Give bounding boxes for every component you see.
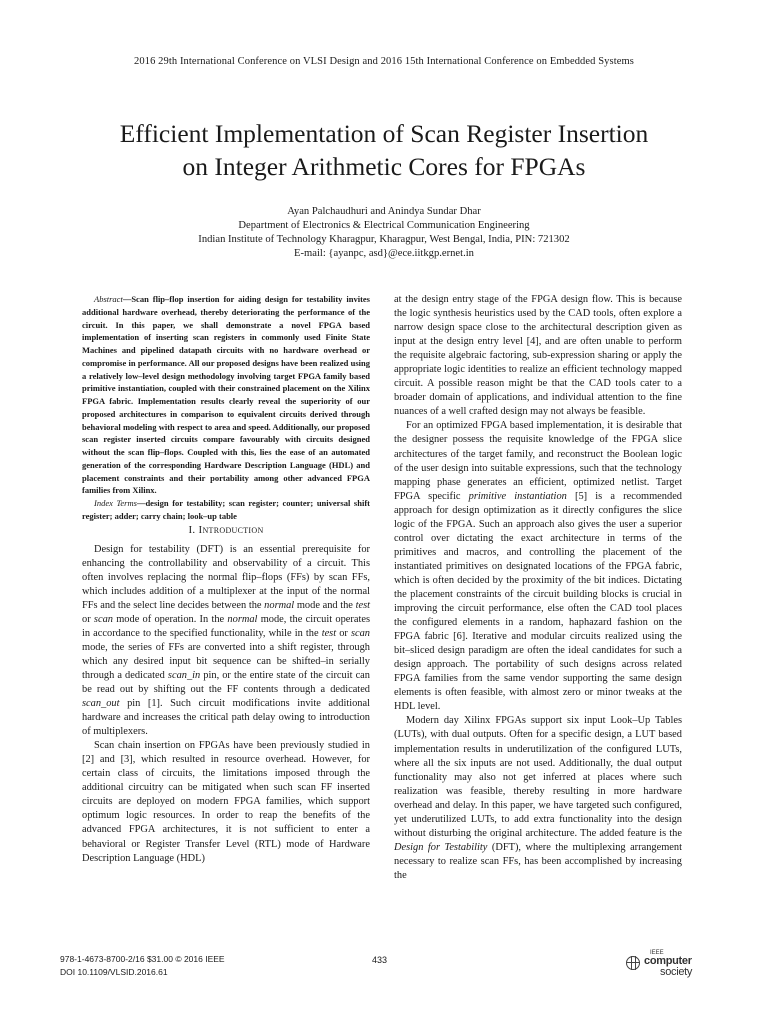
author-institute: Indian Institute of Technology Kharagpur, Kharagpur, West Bengal, India, PIN: 721302 — [198, 234, 570, 245]
section-heading: I. Introduction — [188, 523, 264, 536]
abstract — [82, 293, 370, 497]
abstract-text: —Scan flip–flop insertion for aiding design for testability invites additional hardware overhead, thereby deteriorating the performance of the circuit. In this paper, we shall demonstrate a novel FPGA based implementation of inserting scan registers in commonly used Finite State Machines and pipelined datapath circuits with no hardware overhead or compromise in performance. All our proposed designs have been realized using a relatively low–level design methodology involving target FPGA family based primitive instantiation, coupled with their constrained placement on the Xilinx FPGA fabric. Implementation results clearly reveal the superiority of our proposed architectures in comparison to equivalent circuits derived through behavioral modeling with respect to area and speed. Additionally, our proposed scan register inserted circuits compare favourably with circuits designed without the scan flip–flops. Coupled with this, lies the ease of an automated generation of the corresponding Hardware Description Language (HDL) and placement constraints and their portability among other advanced FPGA families from Xilinx. — [82, 294, 370, 496]
index-terms-label: Index Terms — [94, 498, 137, 508]
logo-ieee-text: IEEE — [650, 950, 664, 956]
intro-paragraph-1: Design for testability (DFT) is an essential prerequisite for enhancing the controllability and observability of a circuit. This often involves replacing the normal flip–flops (FFs) by scan FFs, which includes addition of a multiplexer at the input of the normal FFs and the select line decides between the normal mode and the test or scan mode of operation. In the normal mode, the circuit operates in accordance to the specified functionality, while in the test or scan mode, the series of FFs are converted into a shift register, through which any desired input bit sequence can be shifted–in serially through a dedicated scan_in pin, or the entire state of the circuit can be read out by shifting out the FF contents through a dedicated scan_out pin [1]. Such circuit modifications invite additional hardware and increases the critical path delay owing to introduction of multiplexers. — [82, 543, 371, 738]
intro-paragraph-2: Scan chain insertion on FPGAs have been previously studied in [2] and [3], which resulted in resource overhead. However, for certain class of circuits, the limitations imposed through the additional circuitry can be mitigated when such scan FF inserted circuits are deployed on modern FPGA families, which support optimum logic resources. In order to reap the benefits of the advanced FPGA architectures, it is not sufficient to enter a behavioral or Register Transfer Level (RTL) mode of Hardware Description Language (HDL) — [82, 740, 370, 864]
title-line-2: on Integer Arithmetic Cores for FPGAs — [182, 152, 586, 181]
footer-doi: DOI 10.1109/VLSID.2016.61 — [60, 967, 168, 977]
footer-isbn: 978-1-4673-8700-2/16 $31.00 © 2016 IEEE — [60, 954, 225, 964]
conference-header: 2016 29th International Conference on VLSI Design and 2016 15th International Conference on Embedded Systems — [134, 56, 634, 67]
logo-line-2: society — [660, 966, 693, 978]
intro-paragraph-3: at the design entry stage of the FPGA design flow. This is because the logic synthesis heuristics used by the CAD tools, often explore a narrow design space close to the architectural description given as input at the design entry level [4], and are often unable to perform the requisite algebraic factoring, sub-expression sharing or apply the appropriate logic identities to realize an efficient technology mapped circuit. A possible reason might be that the CAD tools cater to a broader domain of applications, and individual attention to the fine nuances of a well crafted design may not always be feasible. — [394, 294, 682, 418]
author-email: E-mail: {ayanpc, asd}@ece.iitkgp.ernet.in — [294, 248, 474, 259]
author-block — [60, 205, 708, 261]
abstract-label: Abstract — [94, 294, 123, 304]
footer-identifiers — [60, 953, 225, 979]
ieee-computer-society-logo — [624, 950, 704, 982]
left-column — [82, 293, 370, 866]
globe-icon — [626, 956, 640, 970]
intro-paragraph-4: For an optimized FPGA based implementation, it is desirable that the designer possess the requisite knowledge of the FPGA slice architectures of the target family, and reconstruct the Boolean logic of the user design into suitable expressions, such that the technology mapping phase generates an efficient, optimized netlist. Target FPGA specific primitive instantiation [5] is a recommended approach for design optimization as it directly configures the slice logic of the FPGA. Such an approach also gives the user a superior control over dictating the exact architecture in terms of the primitives and macros, and controlling the placement of the instantiated primitives on designated locations of the FPGA fabric, which is often decided by the proximity of the bit indices. Dictating the placement constraints of the circuit building blocks is crucial in improving the circuit performance, else often the CAD tool places the configured elements in a random, haphazard fashion on the FPGA fabric [6]. Iterative and modular circuits realized using the bit–sliced design paradigm are often the ideal candidates for such a design approach. The portability of such designs across related FPGA families from the same vendor supporting the same design elements is often feasible, with almost zero or minor tweaks at the HDL level. — [394, 420, 682, 713]
logo-line-1: computer — [644, 955, 692, 967]
author-names: Ayan Palchaudhuri and Anindya Sundar Dhar — [287, 206, 481, 217]
paper-title — [40, 117, 728, 183]
intro-paragraph-5: Modern day Xilinx FPGAs support six input Look–Up Tables (LUTs), with dual outputs. Often for a specific design, a LUT based implementation results in underutilization of the configured LUTs, where all the six inputs are not used. Additionally, the dual output functionality may also not get inferred at places where such realization was feasible, thereby resulting in more hardware overhead and delay. In this paper, we have targeted such configured, yet underutilized LUTs, to add extra functionality into the design without disturbing the original architecture. The added feature is the Design for Testability (DFT), where the multiplexing arrangement necessary to realize scan FFs, has been accomplished by increasing the — [394, 715, 682, 881]
title-line-1: Efficient Implementation of Scan Register Insertion — [119, 119, 649, 148]
index-terms — [82, 497, 370, 523]
page-number: 433 — [372, 955, 388, 965]
author-department: Department of Electronics & Electrical Communication Engineering — [238, 220, 530, 231]
index-terms-text: —design for testability; scan register; counter; universal shift register; adder; carry chain; look–up table — [82, 498, 370, 521]
right-column — [394, 293, 682, 883]
